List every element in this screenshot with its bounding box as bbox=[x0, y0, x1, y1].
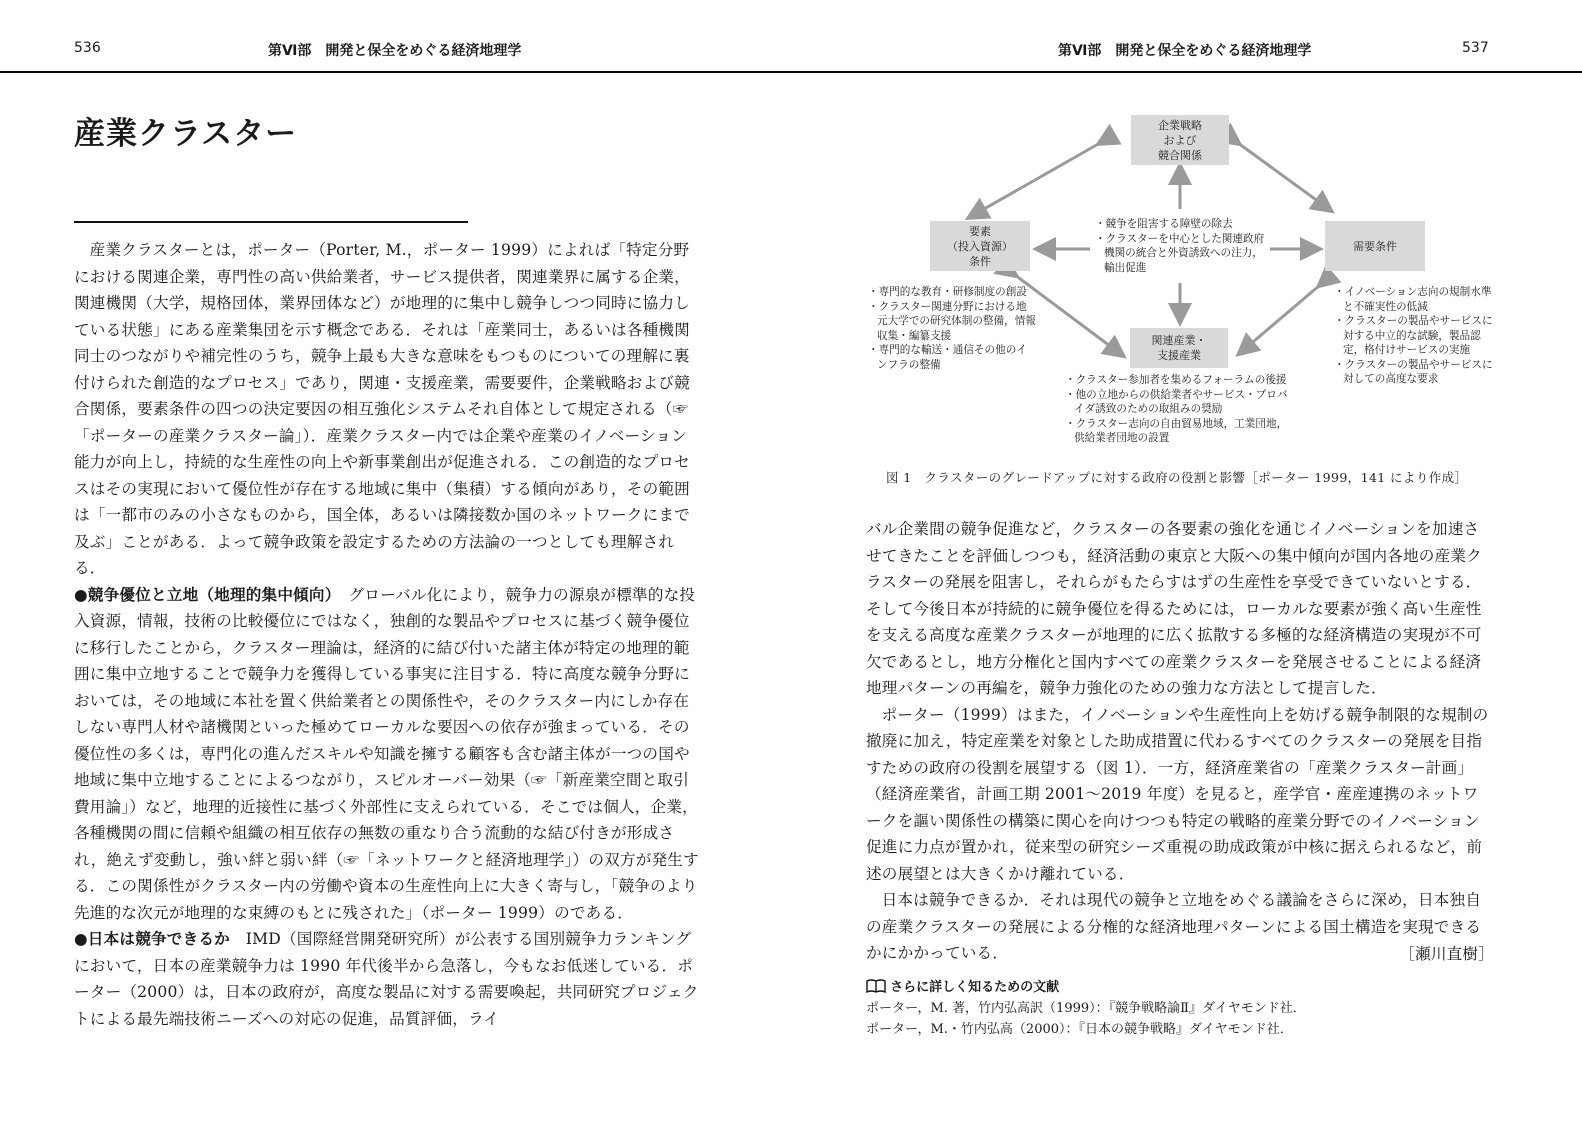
right-paragraph: ポーター（1999）はまた，イノベーションや生産性向上を妨げる競争制限的な規制の撤廃に加え，特定産業を対象とした助成措置に代わるすべてのクラスターの発展を目指すための政府の役割を展望する（図 1）．一方，経済産業省の「産業クラスター計画」（経済産業省，計画工期 2001〜2019 年度）を見ると，産学官・産産連携のネットワークを謳い関係性の構築に関心を向けつつも特定の戦略的産業分野でのイノベーション促進に力点が置かれ，従来型の研究シーズ重視の助成政策が中核に据えられるなど，前述の展望とは大きくかけ離れている． bbox=[866, 705, 1489, 883]
bottom-policy-list bbox=[1065, 373, 1297, 446]
left-list-item: ・クラスター関連分野における地元大学での研究体制の整備，情報収集・編纂支援 bbox=[868, 300, 1036, 342]
figure-1-diagram bbox=[860, 105, 1500, 485]
arrow-top-right bbox=[1238, 143, 1330, 210]
arrow-top-left bbox=[970, 143, 1100, 217]
author-signature: ［瀬川直樹］ bbox=[1399, 944, 1494, 963]
section2-text: IMD（国際経営開発研究所）が公表する国別競争力ランキングにおいて，日本の産業競争力は 1990 年代後半から急落し，今もなお低迷している．ポーター（2000）は，日本の政府が，高度な製品に対する需要喚起，共同研究プロジェクトによる最先端技術ニーズへの対応の促進，品質評価，ライ bbox=[74, 930, 699, 1028]
box-top-line2: および bbox=[1163, 133, 1197, 147]
box-left-line1: 要素 bbox=[969, 224, 991, 238]
box-left-line3: 条件 bbox=[969, 254, 991, 268]
bottom-list-item: ・他の立地からの供給業者やサービス・プロバイダ誘致のための取組みの奨励 bbox=[1065, 388, 1288, 415]
right-page-number: 537 bbox=[1462, 40, 1489, 56]
left-page-number: 536 bbox=[74, 40, 101, 56]
figure-caption: 図 1 クラスターのグレードアップに対する政府の役割と影響［ポーター 1999，141 により作成］ bbox=[886, 470, 1468, 485]
right-paragraph: 日本は競争できるか．それは現代の競争と立地をめぐる議論をさらに深め，日本独自の産業クラスターの発展による分権的な経済地理パターンによる国土構造を実現できるかにかかっている． bbox=[866, 891, 1482, 962]
center-list-item: ・競争を阻害する障壁の除去 bbox=[1095, 218, 1233, 230]
box-firm-strategy bbox=[1131, 115, 1229, 165]
section2-heading: ●日本は競争できるか bbox=[74, 930, 230, 948]
right-list-item: ・クラスターの製品やサービスに対しての高度な要求 bbox=[1334, 358, 1493, 385]
section1-heading: ●競争優位と立地（地理的集中傾向） bbox=[74, 585, 333, 604]
header-rule bbox=[0, 71, 1582, 73]
box-bottom-line1: 関連産業・ bbox=[1151, 334, 1207, 347]
box-demand-conditions bbox=[1325, 221, 1425, 271]
reference-item: ポーター，M.・竹内弘高（2000）：『日本の競争戦略』ダイヤモンド社． bbox=[866, 1022, 1293, 1037]
box-bottom-line2: 支援産業 bbox=[1157, 349, 1201, 362]
references bbox=[866, 977, 1306, 1040]
references-heading-row bbox=[866, 977, 1306, 998]
left-list-item: ・専門的な輸送・通信その他のインフラの整備 bbox=[868, 344, 1027, 371]
box-top-line3: 競合関係 bbox=[1158, 148, 1202, 162]
right-policy-list bbox=[1334, 285, 1494, 387]
section1-text: グローバル化により，競争力の源泉が標準的な投入資源，情報，技術の比較優位にではなく，独創的な製品やプロセスに基づく競争優位に移行したことから，クラスター理論は，経済的に結び付いた諸主体が特定の地理的範囲に集中立地することで競争力を獲得している事実に注目する．特に高度な競争分野においては，その地域に本社を置く供給業者との関係性や，そのクラスター内にしか存在しない専門人材や諸機関といった極めてローカルな要因への依存が強まっている．その優位性の多くは，専門化の進んだスキルや知識を擁する顧客も含む諸主体が一つの国や地域に集中立地することによるつながり，スピルオーバー効果（☞「新産業空間と取引費用論」）など，地理的近接性に基づく外部性に支えられている．そこでは個人，企業，各種機関の間に信頼や組織の相互依存の無数の重なり合う流動的な結び付きが形成され，絶えず変動し，強い絆と弱い絆（☞「ネットワークと経済地理学」）の双方が発生する．この関係性がクラスター内の労働や資本の生産性向上に大きく寄与し，「競争のより先進的な次元が地理的な束縛のもとに残された」（ポーター 1999）のである． bbox=[74, 585, 699, 922]
bottom-list-item: ・クラスター参加者を集めるフォーラムの後援 bbox=[1065, 374, 1287, 386]
arrow-bottom-right bbox=[1240, 285, 1320, 353]
intro-paragraph: 産業クラスターとは，ポーター（Porter, M.，ポーター 1999）によれば「特定分野における関連企業，専門性の高い供給業者，サービス提供者，関連業界に属する企業，関連機関（大学，規格団体，業界団体など）が地理的に集中し競争しつつ同時に協力している状態」にある産業集団を示す概念である．それは「産業同士，あるいは各種機関同士のつながりや補完性のうち，競争上最も大きな意味をもつものについての理解に裏付けられた創造的なプロセス」であり，関連・支援産業，需要要件，企業戦略および競合関係，要素条件の四つの決定要因の相互強化システムそれ自体として規定される（☞「ポーターの産業クラスター論」）．産業クラスター内では企業や産業のイノベーション能力が向上し，持続的な生産性の向上や新事業創出が促進される．この創造的なプロセスはその実現において優位性が存在する地域に集中（集積）する傾向があり，その範囲は「一都市のみの小さなものから，国全体，あるいは隣接数か国のネットワークにまで及ぶ」ことがある．よって競争政策を設定するための方法論の一つとしても理解される． bbox=[74, 241, 690, 577]
article-title: 産業クラスター bbox=[74, 116, 298, 152]
section-japan-competition bbox=[74, 926, 702, 1032]
right-column bbox=[866, 516, 1494, 967]
center-list-item: ・クラスターを中心とした関連政府機関の統合と外資誘致への注力，輸出促進 bbox=[1095, 232, 1265, 274]
left-running-title: 第Ⅵ部 開発と保全をめぐる経済地理学 bbox=[268, 43, 522, 59]
reference-item: ポーター，M. 著，竹内弘高訳（1999）：『競争戦略論Ⅱ』ダイヤモンド社． bbox=[866, 1001, 1306, 1016]
box-left-line2: （投入資源） bbox=[947, 239, 1013, 253]
section-competitive-advantage bbox=[74, 582, 702, 927]
left-policy-list bbox=[868, 285, 1036, 372]
box-factor-conditions bbox=[930, 221, 1030, 271]
right-list-item: ・イノベーション志向の規制水準と不確実性の低減 bbox=[1334, 286, 1492, 313]
open-book-icon bbox=[866, 979, 886, 993]
left-list-item: ・専門的な教育・研修制度の創設 bbox=[868, 286, 1027, 298]
center-policy-list bbox=[1095, 217, 1273, 275]
right-list-item: ・クラスターの製品やサービスに対する中立的な試験，製品認定，格付けサービスの実施 bbox=[1334, 315, 1493, 356]
box-related-industries bbox=[1130, 328, 1228, 368]
right-running-title: 第Ⅵ部 開発と保全をめぐる経済地理学 bbox=[1058, 43, 1312, 59]
title-rule bbox=[74, 221, 468, 223]
box-top-line1: 企業戦略 bbox=[1158, 118, 1202, 132]
references-heading: さらに詳しく知るための文献 bbox=[890, 980, 1060, 995]
left-column bbox=[74, 237, 702, 1032]
box-right-label: 需要条件 bbox=[1353, 239, 1397, 253]
bottom-list-item: ・クラスター志向の自由貿易地域，工業団地，供給業者団地の設置 bbox=[1065, 417, 1288, 444]
right-paragraph: バル企業間の競争促進など，クラスターの各要素の強化を通じイノベーションを加速させてきたことを評価しつつも，経済活動の東京と大阪への集中傾向が国内各地の産業クラスターの発展を阻害し，それらがもたらすはずの生産性を享受できていないとする．そして今後日本が持続的に競争優位を得るためには，ローカルな要素が強く高い生産性を支える高度な産業クラスターが地理的に広く拡散する多極的な経済構造の実現が不可欠であるとし，地方分権化と国内すべての産業クラスターを発展させることによる経済地理パターンの再編を，競争力強化のための強力な方法として提言した． bbox=[866, 520, 1482, 697]
